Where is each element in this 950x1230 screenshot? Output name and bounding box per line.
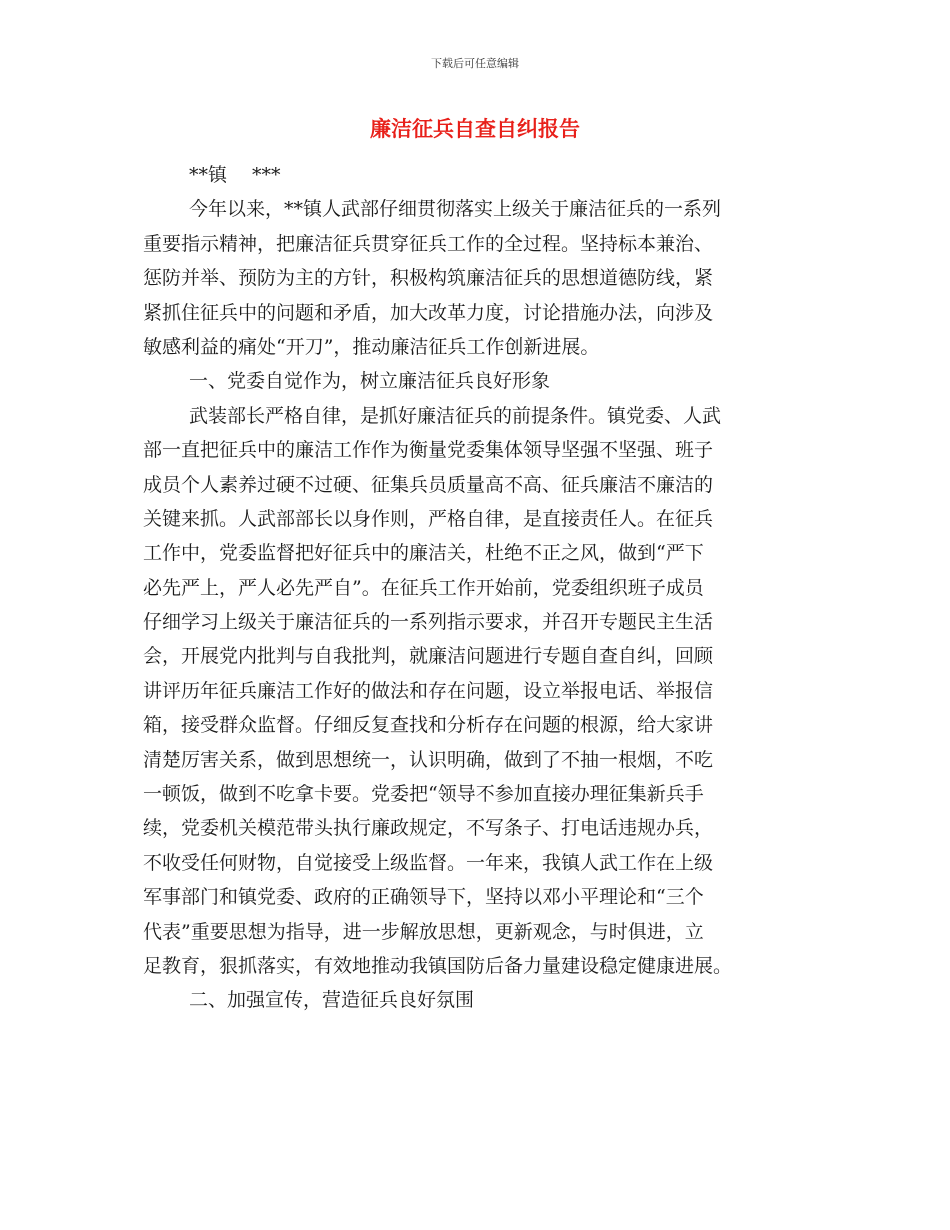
paragraph-line: 箱，接受群众监督。仔细反复查找和分析存在问题的根源，给大家讲 [143, 714, 714, 737]
paragraph-line: 成员个人素养过硬不过硬、征集兵员质量高不高、征兵廉洁不廉洁的 [143, 473, 714, 496]
paragraph-line: 关键来抓。人武部部长以身作则，严格自律，是直接责任人。在征兵 [143, 507, 714, 530]
paragraph [143, 364, 808, 398]
paragraph-list [143, 192, 808, 1017]
paragraph-line: 讲评历年征兵廉洁工作好的做法和存在问题，设立举报电话、举报信 [143, 679, 714, 702]
paragraph-line: 军事部门和镇党委、政府的正确领导下，坚持以邓小平理论和“三个 [143, 886, 704, 909]
paragraph-line: 重要指示精神，把廉洁征兵贯穿征兵工作的全过程。坚持标本兼治、 [143, 232, 714, 255]
paragraph-line: 不收受任何财物，自觉接受上级监督。一年来，我镇人武工作在上级 [143, 851, 714, 874]
paragraph-line: 清楚厉害关系，做到思想统一，认识明确，做到了不抽一根烟，不吃 [143, 748, 714, 771]
paragraph-line: 一、党委自觉作为，树立廉洁征兵良好形象 [189, 370, 551, 393]
paragraph-line: 武装部长严格自律，是抓好廉洁征兵的前提条件。镇党委、人武 [189, 404, 722, 427]
paragraph-line: 会，开展党内批判与自我批判，就廉洁问题进行专题自查自纠，回顾 [143, 645, 714, 668]
paragraph-line: 一顿饭，做到不吃拿卡要。党委把“领导不参加直接办理征集新兵手 [143, 783, 704, 806]
paragraph-line: 工作中，党委监督把好征兵中的廉洁关，杜绝不正之风，做到“严下 [143, 542, 704, 565]
paragraph-line: 必先严上，严人必先严自”。在征兵工作开始前，党委组织班子成员 [143, 576, 704, 599]
document-body [143, 158, 808, 1018]
paragraph-line: 敏感利益的痛处“开刀”，推动廉洁征兵工作创新进展。 [143, 335, 600, 358]
paragraph [143, 399, 808, 984]
paragraph-line: 二、加强宣传，营造征兵良好氛围 [189, 989, 475, 1012]
paragraph-line: 续，党委机关模范带头执行廉政规定，不写条子、打电话违规办兵， [143, 817, 714, 840]
author-line: **镇 *** [189, 164, 281, 186]
paragraph-line: 紧抓住征兵中的问题和矛盾，加大改革力度，讨论措施办法，向涉及 [143, 301, 714, 324]
paragraph [143, 983, 808, 1017]
paragraph-line: 部一直把征兵中的廉洁工作作为衡量党委集体领导坚强不坚强、班子 [143, 439, 714, 462]
paragraph-line: 今年以来，**镇人武部仔细贯彻落实上级关于廉洁征兵的一系列 [189, 198, 722, 221]
paragraph-line: 代表”重要思想为指导，进一步解放思想，更新观念，与时俱进，立 [143, 920, 704, 943]
header-note: 下载后可任意编辑 [431, 57, 519, 70]
document-title: 廉洁征兵自查自纠报告 [370, 117, 580, 141]
paragraph-line: 惩防并举、预防为主的方针，积极构筑廉洁征兵的思想道德防线，紧 [143, 267, 714, 290]
paragraph-line: 仔细学习上级关于廉洁征兵的一系列指示要求，并召开专题民主生活 [143, 611, 714, 634]
paragraph [143, 192, 808, 364]
paragraph-line: 足教育，狠抓落实，有效地推动我镇国防后备力量建设稳定健康进展。 [143, 954, 733, 977]
